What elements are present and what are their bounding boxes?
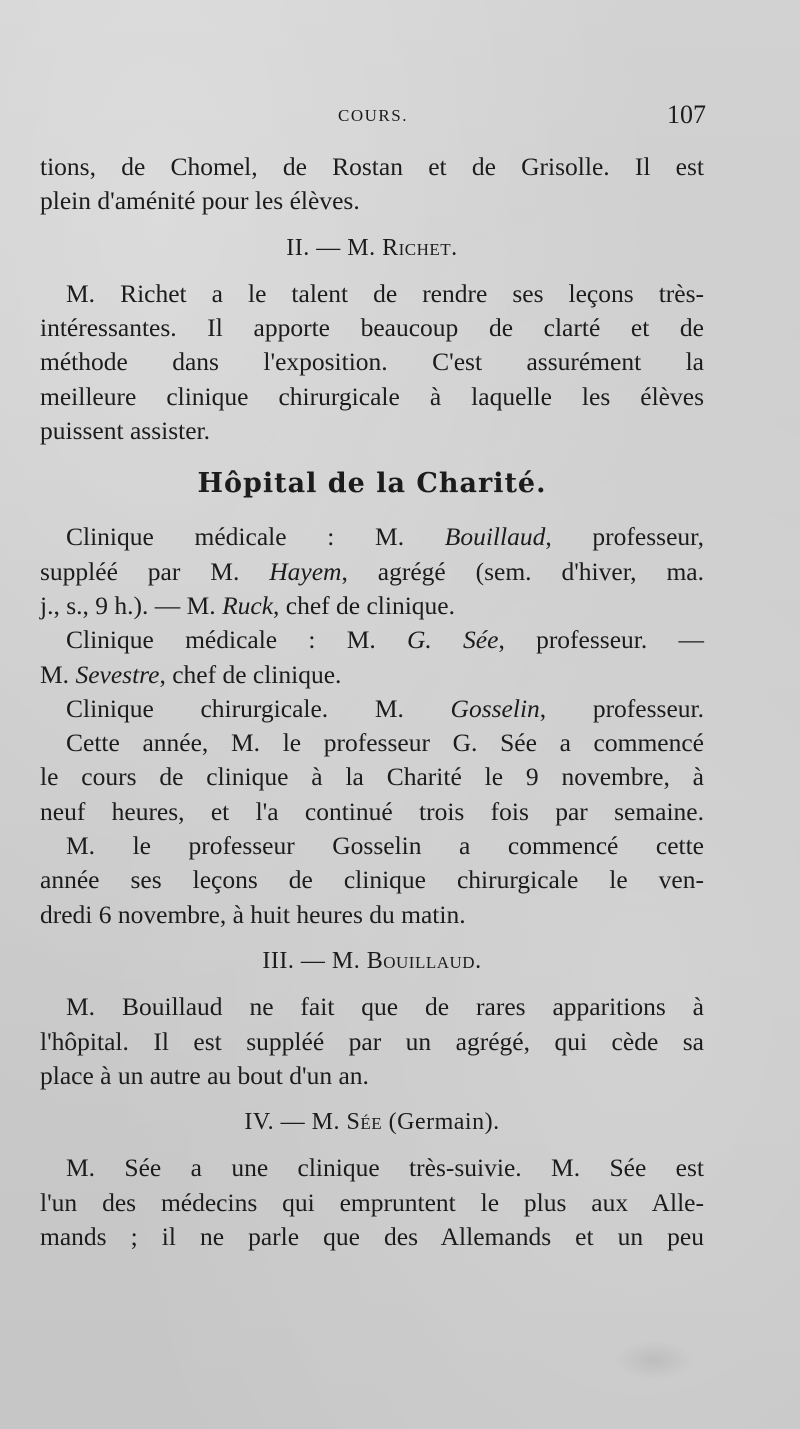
heading-number: III. — M. (262, 947, 367, 974)
text-line: neuf heures, et l'a continué trois fois par semaine. (40, 796, 704, 826)
text-line: année ses leçons de clinique chirurgicale le ven- (40, 865, 704, 895)
text-line: plein d'aménité pour les élèves. (40, 186, 360, 216)
text-line: dredi 6 novembre, à huit heures du matin. (40, 899, 466, 929)
heading-extra: (Germain). (382, 1109, 500, 1136)
text-line: puissent assister. (40, 416, 210, 446)
name-gosselin: Gosselin (450, 693, 540, 723)
text-line: place à un autre au bout d'un an. (40, 1060, 369, 1090)
text-line (40, 520, 704, 554)
page-number: 107 (667, 100, 706, 129)
name-bouillaud: Bouillaud (444, 522, 546, 552)
text-fragment: suppléé par M. (40, 556, 270, 586)
text-fragment: M. (40, 659, 76, 689)
hospital-heading: Hôpital de la Charité. (197, 468, 547, 500)
running-head-title: COURS. (338, 106, 408, 125)
body-text (40, 150, 704, 1254)
text-line: méthode dans l'exposition. C'est assurément la (40, 347, 704, 377)
heading-name: Richet. (382, 234, 458, 261)
text-line: l'hôpital. Il est suppléé par un agrégé, qui cède sa (40, 1026, 704, 1056)
text-line: M. Richet a le talent de rendre ses leçons très- (66, 278, 704, 308)
text-line: M. Bouillaud ne fait que de rares apparitions à (66, 992, 704, 1022)
text-line: Cette année, M. le professeur G. Sée a commencé (66, 728, 704, 758)
text-fragment: , professeur. (539, 693, 704, 723)
text-line: l'un des médecins qui empruntent le plus aux Alle- (40, 1187, 704, 1217)
text-line: le cours de clinique à la Charité le 9 novembre, à (40, 762, 704, 792)
section-heading-see (40, 1105, 704, 1139)
name-ruck: Ruck (222, 590, 274, 620)
text-fragment: , professeur. — (498, 625, 704, 655)
text-line: tions, de Chomel, de Rostan et de Grisolle. Il est (40, 152, 704, 181)
text-fragment: , agrégé (sem. d'hiver, ma. (341, 556, 704, 586)
text-fragment: , chef de clinique. (273, 590, 455, 620)
text-line: M. Sée a une clinique très-suivie. M. Sée est (66, 1153, 704, 1183)
section-heading-bouillaud (40, 944, 704, 978)
paper-smudge (614, 1340, 694, 1380)
text-line (40, 589, 704, 623)
text-line (40, 692, 704, 726)
text-fragment: Clinique médicale : M. (66, 625, 407, 655)
text-fragment: , chef de clinique. (159, 659, 342, 689)
heading-number: II. — M. (286, 234, 383, 261)
heading-number: IV. — M. (244, 1109, 347, 1136)
text-fragment: , professeur, (545, 522, 704, 552)
text-line: M. le professeur Gosselin a commencé cette (66, 831, 704, 861)
text-fragment: j., s., 9 h.). — M. (40, 590, 223, 620)
name-g-see: G. Sée (407, 625, 499, 655)
text-line (40, 555, 704, 589)
section-heading-richet (40, 231, 704, 265)
name-hayem: Hayem (269, 556, 342, 586)
text-fragment: Clinique médicale : M. (66, 522, 445, 552)
text-fragment: Clinique chirurgicale. M. (66, 693, 451, 723)
text-line (40, 623, 704, 657)
name-sevestre: Sevestre (75, 659, 160, 689)
text-line: mands ; il ne parle que des Allemands et un peu (40, 1222, 704, 1252)
text-line (40, 658, 704, 692)
text-line: meilleure clinique chirurgicale à laquelle les élèves (40, 381, 704, 411)
text-line: intéressantes. Il apporte beaucoup de clarté et de (40, 313, 704, 343)
heading-name: Bouillaud. (366, 947, 482, 974)
running-head (40, 96, 706, 136)
heading-name: Sée (346, 1109, 383, 1136)
